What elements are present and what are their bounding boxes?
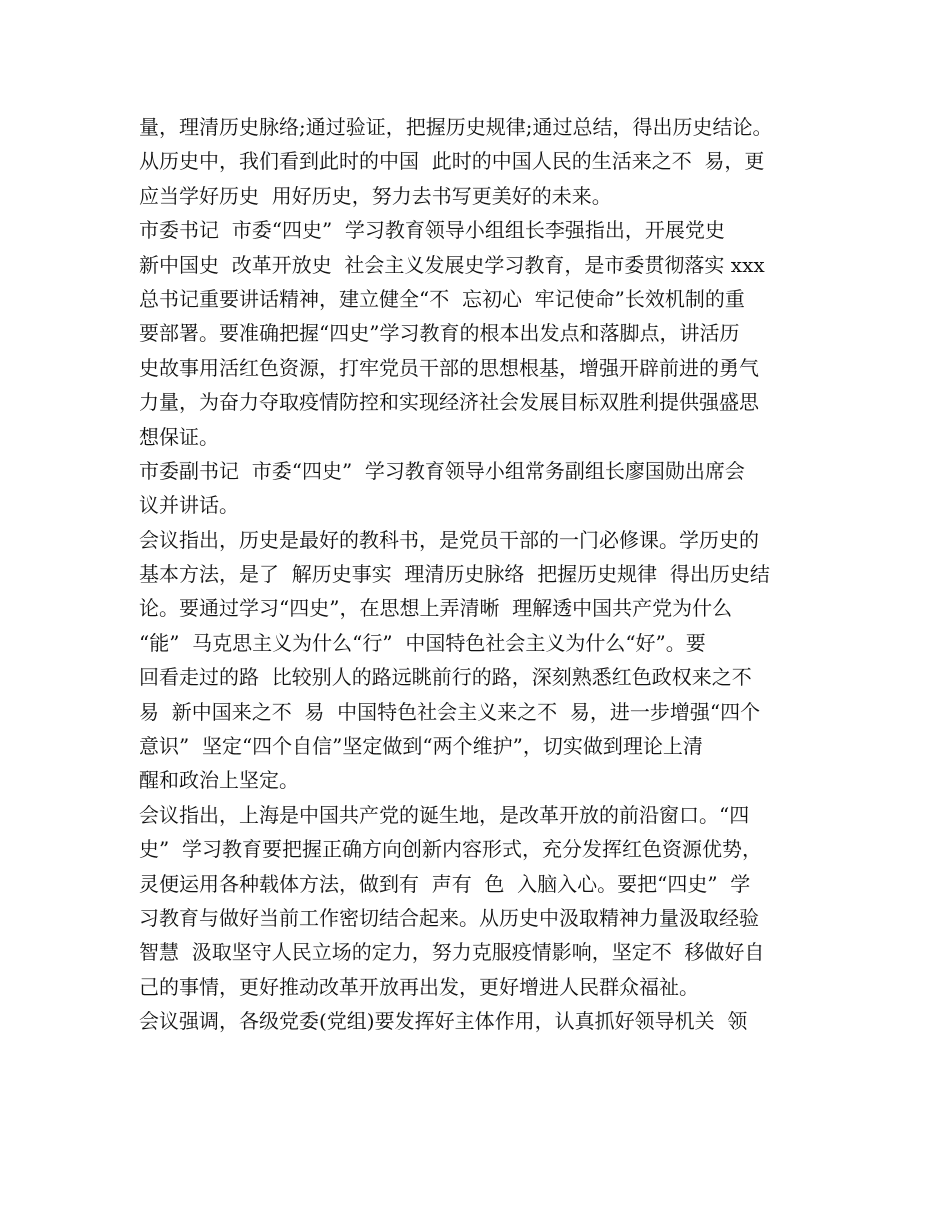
document-body <box>139 110 829 1039</box>
text-line: 会议指出，上海是中国共产党的诞生地，是改革开放的前沿窗口。“四 <box>139 802 750 827</box>
text-line: 想保证。 <box>139 424 219 449</box>
text-line: 要部署。要准确把握“四史”学习教育的根本出发点和落脚点，讲活历 <box>139 321 740 346</box>
text-line: 醒和政治上坚定。 <box>139 768 299 793</box>
text-line: 新中国史 改革开放史 社会主义发展史学习教育，是市委贯彻落实 xxx <box>139 252 765 277</box>
text-line: “能” 马克思主义为什么“行” 中国特色社会主义为什么“好”。要 <box>139 630 706 655</box>
text-line: 会议指出，历史是最好的教科书，是党员干部的一门必修课。学历史的 <box>139 527 759 552</box>
text-line: 应当学好历史 用好历史，努力去书写更美好的未来。 <box>139 183 612 208</box>
text-line: 市委书记 市委“四史” 学习教育领导小组组长李强指出，开展党史 <box>139 218 725 243</box>
text-line: 力量，为奋力夺取疫情防控和实现经济社会发展目标双胜利提供强盛思 <box>139 390 759 415</box>
text-line: 市委副书记 市委“四史” 学习教育领导小组常务副组长廖国勋出席会 <box>139 458 745 483</box>
text-line: 从历史中，我们看到此时的中国 此时的中国人民的生活来之不 易，更 <box>139 149 765 174</box>
text-line: 量，理清历史脉络;通过验证，把握历史规律;通过总结，得出历史结论。 <box>139 115 773 139</box>
text-line: 总书记重要讲话精神，建立健全“不 忘初心 牢记使命”长效机制的重 <box>139 286 745 311</box>
text-line: 易 新中国来之不 易 中国特色社会主义来之不 易，进一步增强“四个 <box>139 699 761 724</box>
text-line: 回看走过的路 比较别人的路远眺前行的路，深刻熟悉红色政权来之不 <box>139 665 752 690</box>
text-line: 智慧 汲取坚守人民立场的定力，努力克服疫情影响，坚定不 移做好自 <box>139 940 765 965</box>
text-line: 史” 学习教育要把握正确方向创新内容形式，充分发挥红色资源优势， <box>139 837 762 862</box>
text-line: 习教育与做好当前工作密切结合起来。从历史中汲取精神力量汲取经验 <box>139 905 759 930</box>
text-line: 己的事情，更好推动改革开放再出发，更好增进人民群众福祉。 <box>139 974 699 999</box>
text-line: 灵便运用各种载体方法，做到有 声有 色 入脑入心。要把“四史” 学 <box>139 871 751 896</box>
text-line: 会议强调，各级党委(党组)要发挥好主体作用，认真抓好领导机关 领 <box>139 1009 748 1034</box>
text-line: 意识” 坚定“四个自信”坚定做到“两个维护”，切实做到理论上清 <box>139 734 703 759</box>
text-line: 议并讲话。 <box>139 493 239 518</box>
text-line: 史故事用活红色资源，打牢党员干部的思想根基，增强开辟前进的勇气 <box>139 355 759 380</box>
text-line: 论。要通过学习“四史”，在思想上弄清晰 理解透中国共产党为什么 <box>139 596 733 621</box>
text-line: 基本方法，是了 解历史事实 理清历史脉络 把握历史规律 得出历史结 <box>139 562 770 587</box>
